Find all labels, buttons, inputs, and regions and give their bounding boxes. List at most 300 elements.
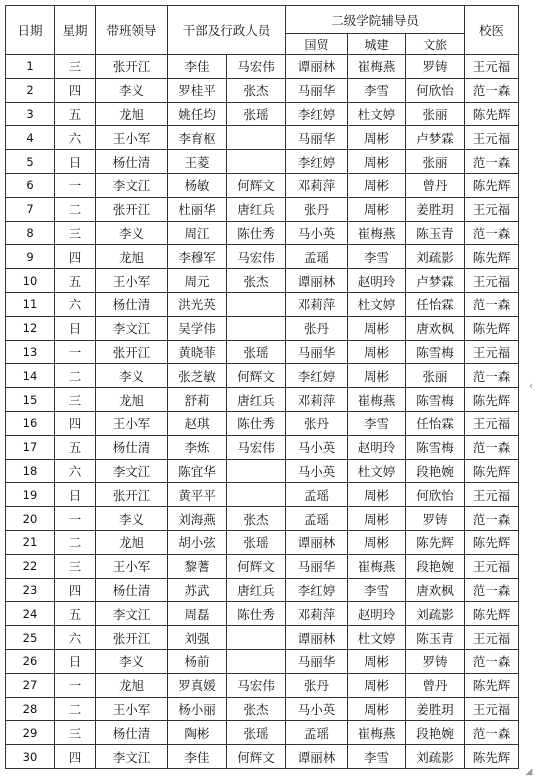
cell-guomao: 马丽华 xyxy=(286,554,348,578)
cell-guomao: 张丹 xyxy=(286,673,348,697)
cell-guomao: 谭丽林 xyxy=(286,530,348,554)
cell-leader: 张开江 xyxy=(96,197,168,221)
cell-doctor: 陈先辉 xyxy=(465,459,519,483)
cell-cadre-2 xyxy=(227,292,286,316)
cell-doctor: 陈先辉 xyxy=(465,388,519,412)
cell-cadre-2: 张瑶 xyxy=(227,340,286,364)
cell-date: 7 xyxy=(6,197,55,221)
cell-wenlv: 陈雪梅 xyxy=(406,388,465,412)
cell-wenlv: 张丽 xyxy=(406,102,465,126)
cell-date: 14 xyxy=(6,364,55,388)
cell-guomao: 张丹 xyxy=(286,316,348,340)
table-row xyxy=(6,507,519,531)
cell-guomao: 邓莉萍 xyxy=(286,602,348,626)
cell-weekday: 三 xyxy=(55,721,96,745)
cell-date: 24 xyxy=(6,602,55,626)
cell-weekday: 一 xyxy=(55,673,96,697)
cell-guomao: 李红婷 xyxy=(286,102,348,126)
cell-chengjian: 崔梅燕 xyxy=(348,388,406,412)
cell-guomao: 谭丽林 xyxy=(286,745,348,769)
cell-cadre-2 xyxy=(227,483,286,507)
header-doctor: 校医 xyxy=(465,6,519,55)
cell-cadre-2: 马宏伟 xyxy=(227,245,286,269)
cell-chengjian: 周彬 xyxy=(348,340,406,364)
cell-wenlv: 何欣怡 xyxy=(406,483,465,507)
resize-corner-icon: ◢ xyxy=(525,767,533,777)
cell-date: 2 xyxy=(6,78,55,102)
cell-leader: 李义 xyxy=(96,364,168,388)
cell-cadre-2: 陈仕秀 xyxy=(227,221,286,245)
table-row xyxy=(6,126,519,150)
cell-chengjian: 杜文婷 xyxy=(348,626,406,650)
table-row xyxy=(6,435,519,459)
cell-guomao: 马丽华 xyxy=(286,340,348,364)
cell-guomao: 谭丽林 xyxy=(286,55,348,79)
cell-weekday: 一 xyxy=(55,507,96,531)
cell-date: 13 xyxy=(6,340,55,364)
cell-leader: 李文江 xyxy=(96,173,168,197)
cell-cadre-1: 黄晓菲 xyxy=(168,340,227,364)
header-wenlv: 文旅 xyxy=(406,34,465,55)
cell-doctor: 范一森 xyxy=(465,435,519,459)
cell-cadre-1: 罗真媛 xyxy=(168,673,227,697)
cell-weekday: 六 xyxy=(55,459,96,483)
cell-leader: 王小军 xyxy=(96,554,168,578)
cell-chengjian: 周彬 xyxy=(348,697,406,721)
table-row xyxy=(6,316,519,340)
cell-leader: 龙旭 xyxy=(96,530,168,554)
header-counselors: 二级学院辅导员 xyxy=(286,6,465,34)
cell-cadre-2: 马宏伟 xyxy=(227,55,286,79)
cell-wenlv: 陈雪梅 xyxy=(406,435,465,459)
cell-cadre-1: 黄平平 xyxy=(168,483,227,507)
table-row xyxy=(6,388,519,412)
cell-cadre-1: 王菱 xyxy=(168,150,227,174)
cell-chengjian: 周彬 xyxy=(348,364,406,388)
cell-cadre-2: 张瑶 xyxy=(227,530,286,554)
cell-cadre-2: 张杰 xyxy=(227,269,286,293)
cell-date: 30 xyxy=(6,745,55,769)
table-row xyxy=(6,364,519,388)
cell-chengjian: 杜文婷 xyxy=(348,459,406,483)
cell-cadre-1: 刘海燕 xyxy=(168,507,227,531)
cell-cadre-1: 黎蓍 xyxy=(168,554,227,578)
cell-cadre-1: 杨敏 xyxy=(168,173,227,197)
cell-doctor: 陈先辉 xyxy=(465,673,519,697)
cell-date: 11 xyxy=(6,292,55,316)
cell-cadre-1: 舒莉 xyxy=(168,388,227,412)
cell-doctor: 范一森 xyxy=(465,221,519,245)
cell-cadre-1: 李穆军 xyxy=(168,245,227,269)
cell-cadre-2: 唐红兵 xyxy=(227,578,286,602)
cell-weekday: 六 xyxy=(55,126,96,150)
cell-date: 6 xyxy=(6,173,55,197)
scroll-indicator-icon[interactable]: ‹ xyxy=(528,379,534,392)
cell-doctor: 范一森 xyxy=(465,292,519,316)
cell-date: 29 xyxy=(6,721,55,745)
cell-cadre-2: 陈仕秀 xyxy=(227,411,286,435)
cell-leader: 李义 xyxy=(96,649,168,673)
header-guomao: 国贸 xyxy=(286,34,348,55)
cell-doctor: 陈先辉 xyxy=(465,245,519,269)
cell-cadre-2: 张杰 xyxy=(227,507,286,531)
cell-cadre-1: 刘强 xyxy=(168,626,227,650)
cell-doctor: 陈先辉 xyxy=(465,173,519,197)
cell-weekday: 六 xyxy=(55,292,96,316)
table-row xyxy=(6,292,519,316)
cell-leader: 王小军 xyxy=(96,269,168,293)
table-row xyxy=(6,483,519,507)
table-row xyxy=(6,578,519,602)
cell-date: 15 xyxy=(6,388,55,412)
cell-chengjian: 周彬 xyxy=(348,197,406,221)
table-row xyxy=(6,673,519,697)
cell-weekday: 三 xyxy=(55,554,96,578)
cell-wenlv: 卢梦霖 xyxy=(406,126,465,150)
cell-date: 1 xyxy=(6,55,55,79)
cell-weekday: 日 xyxy=(55,150,96,174)
cell-leader: 李文江 xyxy=(96,459,168,483)
cell-cadre-2: 何辉文 xyxy=(227,554,286,578)
cell-doctor: 王元福 xyxy=(465,126,519,150)
cell-weekday: 二 xyxy=(55,364,96,388)
cell-date: 21 xyxy=(6,530,55,554)
cell-guomao: 马小英 xyxy=(286,435,348,459)
cell-chengjian: 崔梅燕 xyxy=(348,554,406,578)
table-row xyxy=(6,745,519,769)
cell-chengjian: 赵明玲 xyxy=(348,269,406,293)
cell-guomao: 谭丽林 xyxy=(286,626,348,650)
header-chengjian: 城建 xyxy=(348,34,406,55)
cell-date: 17 xyxy=(6,435,55,459)
cell-wenlv: 曾丹 xyxy=(406,173,465,197)
cell-wenlv: 刘疏影 xyxy=(406,602,465,626)
duty-schedule-table xyxy=(5,5,519,769)
cell-cadre-2: 何辉文 xyxy=(227,173,286,197)
cell-wenlv: 唐欢枫 xyxy=(406,316,465,340)
cell-cadre-1: 罗桂平 xyxy=(168,78,227,102)
cell-cadre-2: 张杰 xyxy=(227,697,286,721)
cell-date: 8 xyxy=(6,221,55,245)
cell-date: 16 xyxy=(6,411,55,435)
cell-cadre-1: 陶彬 xyxy=(168,721,227,745)
cell-wenlv: 任怡霖 xyxy=(406,292,465,316)
cell-cadre-1: 张芝敏 xyxy=(168,364,227,388)
cell-doctor: 王元福 xyxy=(465,197,519,221)
cell-wenlv: 张丽 xyxy=(406,150,465,174)
cell-cadre-1: 洪光英 xyxy=(168,292,227,316)
cell-doctor: 陈先辉 xyxy=(465,102,519,126)
cell-weekday: 四 xyxy=(55,578,96,602)
cell-chengjian: 周彬 xyxy=(348,673,406,697)
table-row xyxy=(6,459,519,483)
cell-cadre-1: 杜丽华 xyxy=(168,197,227,221)
cell-leader: 李义 xyxy=(96,221,168,245)
cell-cadre-1: 陈宜华 xyxy=(168,459,227,483)
cell-leader: 王小军 xyxy=(96,126,168,150)
cell-guomao: 李红婷 xyxy=(286,578,348,602)
cell-guomao: 张丹 xyxy=(286,411,348,435)
cell-guomao: 马小英 xyxy=(286,697,348,721)
cell-chengjian: 周彬 xyxy=(348,316,406,340)
cell-leader: 张开江 xyxy=(96,483,168,507)
cell-date: 18 xyxy=(6,459,55,483)
cell-chengjian: 崔梅燕 xyxy=(348,221,406,245)
cell-leader: 杨仕清 xyxy=(96,435,168,459)
table-row xyxy=(6,721,519,745)
cell-leader: 杨仕清 xyxy=(96,721,168,745)
table-row xyxy=(6,530,519,554)
table-row xyxy=(6,697,519,721)
cell-chengjian: 李雪 xyxy=(348,578,406,602)
table-row xyxy=(6,411,519,435)
cell-cadre-1: 杨前 xyxy=(168,649,227,673)
cell-weekday: 三 xyxy=(55,221,96,245)
cell-cadre-2 xyxy=(227,150,286,174)
cell-leader: 王小军 xyxy=(96,411,168,435)
cell-weekday: 三 xyxy=(55,388,96,412)
cell-weekday: 四 xyxy=(55,245,96,269)
cell-leader: 龙旭 xyxy=(96,388,168,412)
cell-chengjian: 杜文婷 xyxy=(348,292,406,316)
table-row xyxy=(6,173,519,197)
cell-guomao: 李红婷 xyxy=(286,150,348,174)
cell-doctor: 范一森 xyxy=(465,150,519,174)
cell-date: 26 xyxy=(6,649,55,673)
cell-doctor: 王元福 xyxy=(465,554,519,578)
cell-chengjian: 李雪 xyxy=(348,745,406,769)
cell-chengjian: 周彬 xyxy=(348,173,406,197)
cell-date: 28 xyxy=(6,697,55,721)
table-row xyxy=(6,554,519,578)
cell-cadre-1: 李佳 xyxy=(168,55,227,79)
cell-guomao: 邓莉萍 xyxy=(286,388,348,412)
cell-wenlv: 陈先辉 xyxy=(406,530,465,554)
cell-doctor: 范一森 xyxy=(465,578,519,602)
cell-leader: 杨仕清 xyxy=(96,150,168,174)
cell-wenlv: 姜胜玥 xyxy=(406,197,465,221)
cell-leader: 龙旭 xyxy=(96,673,168,697)
cell-cadre-2 xyxy=(227,649,286,673)
cell-weekday: 三 xyxy=(55,55,96,79)
header-row xyxy=(6,6,519,34)
cell-cadre-1: 苏武 xyxy=(168,578,227,602)
cell-guomao: 马小英 xyxy=(286,221,348,245)
cell-wenlv: 卢梦霖 xyxy=(406,269,465,293)
cell-chengjian: 赵明玲 xyxy=(348,435,406,459)
cell-chengjian: 周彬 xyxy=(348,150,406,174)
cell-guomao: 邓莉萍 xyxy=(286,292,348,316)
cell-doctor: 陈先辉 xyxy=(465,530,519,554)
cell-doctor: 范一森 xyxy=(465,78,519,102)
cell-chengjian: 李雪 xyxy=(348,245,406,269)
table-row xyxy=(6,102,519,126)
cell-chengjian: 崔梅燕 xyxy=(348,55,406,79)
cell-chengjian: 周彬 xyxy=(348,483,406,507)
cell-leader: 张开江 xyxy=(96,55,168,79)
cell-date: 5 xyxy=(6,150,55,174)
cell-weekday: 一 xyxy=(55,173,96,197)
cell-chengjian: 杜文婷 xyxy=(348,102,406,126)
cell-doctor: 王元福 xyxy=(465,483,519,507)
cell-wenlv: 刘疏影 xyxy=(406,245,465,269)
cell-wenlv: 罗铸 xyxy=(406,55,465,79)
cell-cadre-2: 马宏伟 xyxy=(227,435,286,459)
cell-wenlv: 刘疏影 xyxy=(406,745,465,769)
header-leader: 带班领导 xyxy=(96,6,168,55)
cell-leader: 李义 xyxy=(96,78,168,102)
cell-date: 22 xyxy=(6,554,55,578)
cell-cadre-2: 唐红兵 xyxy=(227,197,286,221)
cell-cadre-1: 周元 xyxy=(168,269,227,293)
cell-weekday: 六 xyxy=(55,626,96,650)
cell-cadre-2 xyxy=(227,126,286,150)
cell-weekday: 日 xyxy=(55,483,96,507)
cell-date: 12 xyxy=(6,316,55,340)
cell-guomao: 孟瑶 xyxy=(286,507,348,531)
cell-guomao: 谭丽林 xyxy=(286,269,348,293)
cell-wenlv: 陈玉青 xyxy=(406,626,465,650)
cell-chengjian: 周彬 xyxy=(348,507,406,531)
cell-guomao: 马丽华 xyxy=(286,78,348,102)
schedule-body xyxy=(6,55,519,769)
cell-guomao: 邓莉萍 xyxy=(286,173,348,197)
cell-weekday: 五 xyxy=(55,102,96,126)
cell-weekday: 二 xyxy=(55,197,96,221)
cell-cadre-1: 李佳 xyxy=(168,745,227,769)
cell-wenlv: 段艳婉 xyxy=(406,721,465,745)
cell-chengjian: 周彬 xyxy=(348,649,406,673)
cell-weekday: 五 xyxy=(55,435,96,459)
table-row xyxy=(6,269,519,293)
cell-cadre-2: 何辉文 xyxy=(227,745,286,769)
cell-doctor: 范一森 xyxy=(465,507,519,531)
header-cadres: 干部及行政人员 xyxy=(168,6,286,55)
table-row xyxy=(6,221,519,245)
cell-weekday: 四 xyxy=(55,411,96,435)
cell-cadre-1: 赵琪 xyxy=(168,411,227,435)
cell-weekday: 日 xyxy=(55,316,96,340)
cell-weekday: 四 xyxy=(55,78,96,102)
cell-cadre-1: 周磊 xyxy=(168,602,227,626)
cell-wenlv: 姜胜玥 xyxy=(406,697,465,721)
cell-wenlv: 张丽 xyxy=(406,364,465,388)
cell-cadre-2: 张瑶 xyxy=(227,721,286,745)
cell-cadre-2: 张杰 xyxy=(227,78,286,102)
cell-cadre-2 xyxy=(227,459,286,483)
table-row xyxy=(6,626,519,650)
cell-cadre-2: 何辉文 xyxy=(227,364,286,388)
cell-wenlv: 陈玉青 xyxy=(406,221,465,245)
cell-wenlv: 任怡霖 xyxy=(406,411,465,435)
cell-wenlv: 段艳婉 xyxy=(406,459,465,483)
cell-cadre-1: 李育枢 xyxy=(168,126,227,150)
cell-leader: 王小军 xyxy=(96,697,168,721)
cell-weekday: 一 xyxy=(55,340,96,364)
cell-date: 10 xyxy=(6,269,55,293)
cell-leader: 李文江 xyxy=(96,602,168,626)
cell-guomao: 马小英 xyxy=(286,459,348,483)
cell-weekday: 五 xyxy=(55,269,96,293)
cell-leader: 杨仕清 xyxy=(96,578,168,602)
cell-chengjian: 李雪 xyxy=(348,411,406,435)
cell-date: 9 xyxy=(6,245,55,269)
cell-wenlv: 段艳婉 xyxy=(406,554,465,578)
cell-date: 27 xyxy=(6,673,55,697)
cell-cadre-2: 陈仕秀 xyxy=(227,602,286,626)
cell-doctor: 王元福 xyxy=(465,269,519,293)
cell-guomao: 孟瑶 xyxy=(286,483,348,507)
cell-doctor: 陈先辉 xyxy=(465,316,519,340)
cell-leader: 李文江 xyxy=(96,745,168,769)
table-row xyxy=(6,78,519,102)
cell-weekday: 日 xyxy=(55,649,96,673)
cell-doctor: 王元福 xyxy=(465,55,519,79)
cell-doctor: 范一森 xyxy=(465,649,519,673)
header-date: 日期 xyxy=(6,6,55,55)
cell-chengjian: 周彬 xyxy=(348,126,406,150)
cell-chengjian: 周彬 xyxy=(348,530,406,554)
cell-leader: 李文江 xyxy=(96,316,168,340)
cell-leader: 张开江 xyxy=(96,626,168,650)
cell-cadre-2: 马宏伟 xyxy=(227,673,286,697)
cell-weekday: 二 xyxy=(55,697,96,721)
cell-cadre-1: 胡小弦 xyxy=(168,530,227,554)
cell-cadre-1: 杨小丽 xyxy=(168,697,227,721)
cell-doctor: 王元福 xyxy=(465,411,519,435)
table-row xyxy=(6,197,519,221)
cell-leader: 龙旭 xyxy=(96,102,168,126)
cell-doctor: 王元福 xyxy=(465,340,519,364)
cell-cadre-2: 唐红兵 xyxy=(227,388,286,412)
cell-doctor: 王元福 xyxy=(465,626,519,650)
cell-date: 4 xyxy=(6,126,55,150)
cell-cadre-2: 张瑶 xyxy=(227,102,286,126)
cell-weekday: 五 xyxy=(55,602,96,626)
cell-date: 23 xyxy=(6,578,55,602)
cell-cadre-1: 吴学伟 xyxy=(168,316,227,340)
table-row xyxy=(6,649,519,673)
cell-weekday: 四 xyxy=(55,745,96,769)
cell-date: 20 xyxy=(6,507,55,531)
cell-leader: 杨仕清 xyxy=(96,292,168,316)
cell-doctor: 范一森 xyxy=(465,364,519,388)
cell-doctor: 陈先辉 xyxy=(465,602,519,626)
cell-cadre-1: 李炼 xyxy=(168,435,227,459)
table-row xyxy=(6,150,519,174)
table-row xyxy=(6,245,519,269)
header-weekday: 星期 xyxy=(55,6,96,55)
cell-cadre-1: 周江 xyxy=(168,221,227,245)
cell-wenlv: 曾丹 xyxy=(406,673,465,697)
cell-chengjian: 崔梅燕 xyxy=(348,721,406,745)
cell-cadre-1: 姚任均 xyxy=(168,102,227,126)
cell-guomao: 张丹 xyxy=(286,197,348,221)
cell-cadre-2 xyxy=(227,316,286,340)
cell-guomao: 李红婷 xyxy=(286,364,348,388)
cell-wenlv: 唐欢枫 xyxy=(406,578,465,602)
cell-chengjian: 李雪 xyxy=(348,78,406,102)
cell-wenlv: 陈雪梅 xyxy=(406,340,465,364)
cell-cadre-2 xyxy=(227,626,286,650)
cell-leader: 李义 xyxy=(96,507,168,531)
cell-weekday: 二 xyxy=(55,530,96,554)
cell-guomao: 孟瑶 xyxy=(286,721,348,745)
cell-leader: 张开江 xyxy=(96,340,168,364)
cell-date: 3 xyxy=(6,102,55,126)
table-row xyxy=(6,602,519,626)
table-row xyxy=(6,55,519,79)
